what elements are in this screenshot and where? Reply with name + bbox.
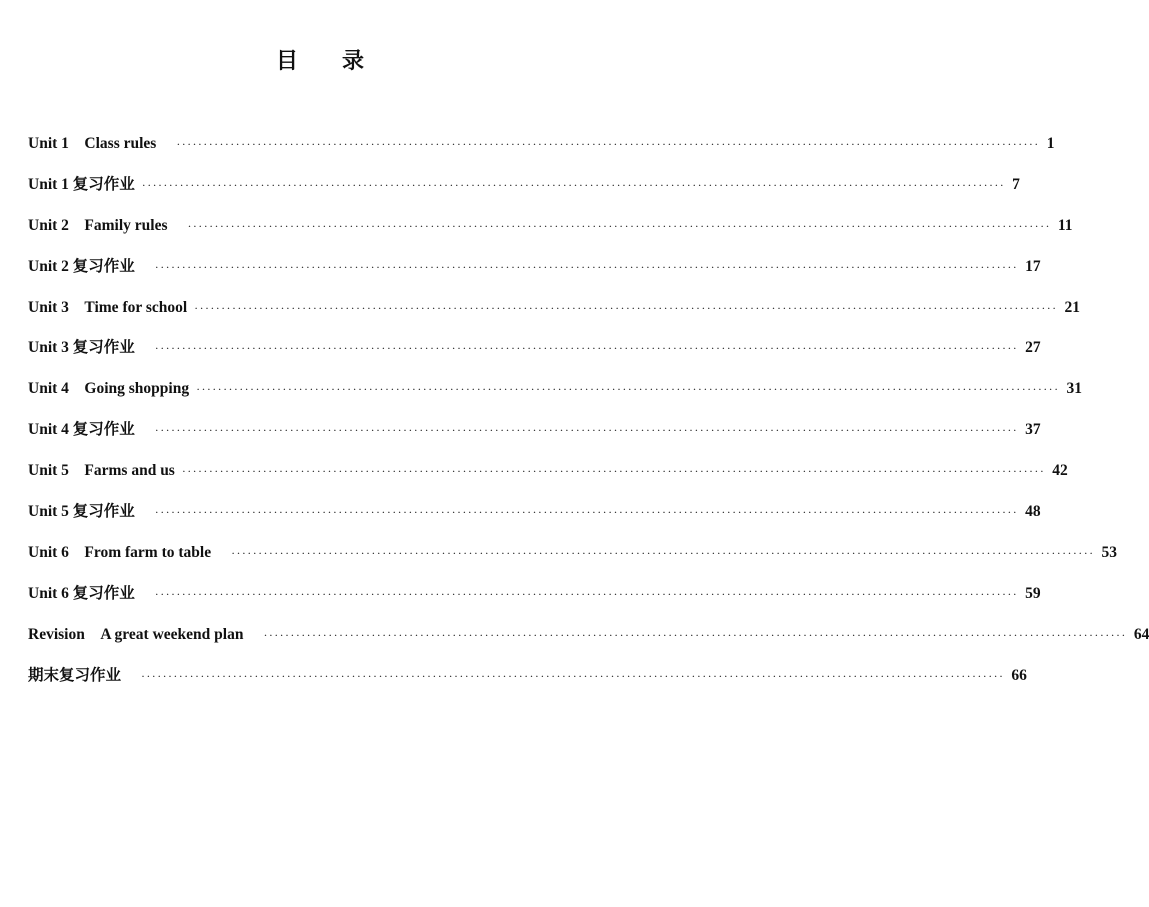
toc-page-number: 11: [1057, 216, 1073, 234]
toc-page-number: 27: [1025, 339, 1041, 357]
toc-entry-title: Unit 5 Farms and us: [28, 462, 175, 480]
toc-page-number: 7: [1012, 175, 1020, 193]
toc-dot-leader: ································································································································································: [154, 423, 1019, 438]
toc-entry[interactable]: [28, 254, 1041, 295]
toc-entry[interactable]: [28, 172, 1020, 213]
toc-entry[interactable]: [28, 417, 1041, 458]
toc-dot-leader: ································································································································································: [154, 341, 1019, 356]
toc-entry[interactable]: [28, 131, 1055, 172]
toc-entry[interactable]: [28, 295, 1081, 336]
toc-page-number: 21: [1064, 298, 1081, 316]
table-of-contents: [28, 131, 1149, 703]
toc-page-number: 66: [1011, 666, 1027, 684]
toc-entry-title: Unit 3 复习作业: [28, 339, 135, 357]
toc-dot-leader: ································································································································································: [154, 586, 1019, 601]
toc-entry[interactable]: [28, 540, 1117, 581]
toc-page-number: 59: [1025, 584, 1041, 602]
toc-entry[interactable]: [28, 622, 1149, 663]
toc-entry-title: Unit 2 Family rules: [28, 216, 168, 234]
toc-entry-title: Unit 1 Class rules: [28, 135, 157, 152]
toc-entry[interactable]: [28, 458, 1068, 499]
toc-page-number: 17: [1025, 257, 1041, 275]
toc-entry[interactable]: [28, 499, 1041, 540]
toc-page-number: 31: [1066, 380, 1082, 398]
toc-dot-leader: ································································································································································: [181, 464, 1046, 479]
toc-dot-leader: ································································································································································: [196, 382, 1060, 397]
toc-dot-leader: ································································································································································: [154, 259, 1019, 274]
toc-page-number: 64: [1133, 625, 1149, 643]
toc-entry-title: 期末复习作业: [28, 666, 122, 684]
toc-entry-title: Unit 4 Going shopping: [28, 380, 190, 398]
toc-dot-leader: ································································································································································: [141, 668, 1005, 683]
toc-page-number: 53: [1101, 543, 1117, 561]
toc-dot-leader: ································································································································································: [141, 177, 1006, 192]
toc-entry-title: Unit 1 复习作业: [28, 175, 135, 193]
toc-entry-title: Unit 6 From farm to table: [28, 543, 212, 561]
toc-entry-title: Unit 3 Time for school: [28, 298, 188, 316]
toc-dot-leader: ································································································································································: [154, 505, 1019, 520]
toc-dot-leader: ································································································································································: [194, 300, 1058, 315]
toc-dot-leader: ································································································································································: [263, 627, 1127, 642]
toc-entry[interactable]: [28, 376, 1082, 417]
toc-dot-leader: ································································································································································: [187, 218, 1051, 233]
toc-page-number: 1: [1046, 135, 1055, 152]
toc-entry-title: Unit 5 复习作业: [28, 503, 135, 521]
toc-entry[interactable]: [28, 663, 1027, 704]
toc-entry-title: Unit 2 复习作业: [28, 257, 135, 275]
toc-entry-title: Unit 4 复习作业: [28, 421, 135, 439]
toc-entry[interactable]: [28, 581, 1041, 622]
toc-page-number: 48: [1025, 503, 1041, 521]
toc-entry[interactable]: [28, 335, 1041, 376]
toc-entry-title: Revision A great weekend plan: [28, 625, 244, 643]
toc-entry[interactable]: [28, 213, 1073, 254]
toc-dot-leader: ································································································································································: [176, 137, 1040, 151]
toc-page-number: 37: [1025, 421, 1041, 439]
toc-entry-title: Unit 6 复习作业: [28, 584, 135, 602]
toc-dot-leader: ································································································································································: [231, 545, 1095, 560]
page-title: 目 录: [275, 49, 364, 74]
toc-page-number: 42: [1052, 462, 1068, 480]
